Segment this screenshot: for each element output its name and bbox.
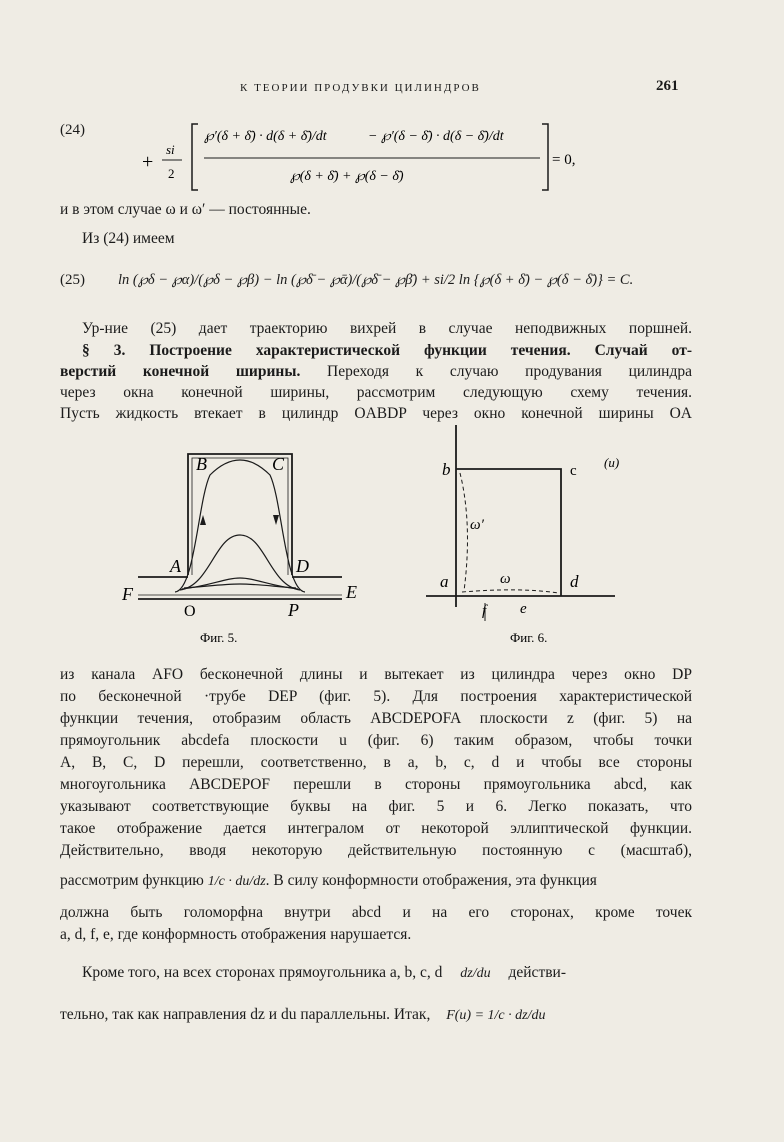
- eq25-term3: + si/2 ln {℘(δ + δ̄) − ℘(δ − δ̄)} = C.: [420, 272, 634, 288]
- eq24-rhs: = 0,: [552, 152, 576, 168]
- paragraph-line: [82, 962, 692, 984]
- paragraph-line: такое отображение дается интегралом от некоторой эллиптической функции.: [60, 820, 692, 837]
- equation-25: [118, 272, 698, 289]
- equation-24: [140, 118, 600, 198]
- fig6-label-u: (u): [604, 455, 620, 470]
- paragraph-text: Кроме того, на всех сторонах прямоугольника a, b, c, d: [82, 964, 443, 981]
- paragraph-line: [60, 1004, 692, 1026]
- paragraph-text: тельно, так как направления dz и du параллельны. Итак,: [60, 1006, 431, 1023]
- paragraph-text: Переходя к случаю продувания цилиндра: [327, 363, 692, 380]
- paragraph-line: из канала AFO бесконечной длины и вытекает из цилиндра через окно DP: [60, 666, 692, 683]
- fig6-label-a: a: [440, 572, 449, 591]
- svg-text:2: 2: [168, 166, 175, 181]
- paragraph-text: рассмотрим функцию: [60, 872, 204, 889]
- fig6-label-e: e: [520, 601, 527, 617]
- fig5-label-B: B: [196, 454, 207, 474]
- text-from-24: Из (24) имеем: [82, 230, 175, 247]
- eq25-term2: − ln (℘δ̄ − ℘ᾱ)/(℘δ̄ − ℘β̄): [262, 272, 418, 288]
- paragraph-line: [60, 361, 692, 382]
- svg-text:+: +: [142, 151, 154, 173]
- inline-formula: F(u) = 1/c · dz/du: [446, 1008, 546, 1023]
- section-heading: § 3. Построение характеристической функции течения. Случай от-: [82, 342, 692, 359]
- fig6-caption: Фиг. 6.: [510, 630, 548, 645]
- fig5-label-D: D: [296, 556, 309, 576]
- fig5-label-F: F: [122, 584, 133, 604]
- eq24-numerator-right: − ℘′(δ − δ̄) · d(δ − δ̄)/dt: [368, 129, 504, 144]
- paragraph-line: через окна конечной ширины, рассмотрим следующую схему течения.: [60, 384, 692, 401]
- paragraph-line: a, d, f, e, где конформность отображения нарушается.: [60, 926, 412, 943]
- fig6-label-c: c: [570, 463, 577, 479]
- eq24-numerator-left: ℘′(δ + δ̄) · d(δ + δ̄)/dt: [204, 129, 327, 144]
- fig6-label-d: d: [570, 572, 579, 591]
- svg-text:si: si: [166, 142, 175, 157]
- paragraph-line: Ур-ние (25) дает траекторию вихрей в случае неподвижных поршней.: [82, 320, 692, 337]
- fig5-label-O: O: [184, 603, 196, 620]
- inline-formula: 1/c · du/dz: [207, 874, 266, 889]
- fig5-label-C: C: [272, 454, 285, 474]
- fig6-label-f: f: [482, 603, 487, 619]
- paragraph-line: [60, 870, 692, 892]
- fig6-label-b: b: [442, 460, 451, 479]
- paragraph-line: прямоугольник abcdefa плоскости u (фиг. 6) таким образом, чтобы точки: [60, 732, 692, 749]
- fig6-label-omega-prime: ω′: [470, 517, 484, 533]
- inline-formula: dz/du: [460, 966, 491, 981]
- text-after-24: и в этом случае ω и ω′ — постоянные.: [60, 201, 311, 218]
- paragraph-text: действи-: [508, 964, 566, 981]
- fig5-label-E: E: [346, 582, 357, 602]
- equation-24-label: (24): [60, 122, 85, 138]
- fig6-label-omega: ω: [500, 571, 511, 587]
- paragraph-line: A, B, C, D перешли, соответственно, в a, b, c, d и чтобы все стороны: [60, 754, 692, 771]
- paragraph-line: по бесконечной ·трубе DEP (фиг. 5). Для построения характеристической: [60, 688, 692, 705]
- eq25-term1: ln (℘δ − ℘α)/(℘δ − ℘β): [118, 272, 260, 288]
- paragraph-line: Действительно, вводя некоторую действительную постоянную c (масштаб),: [60, 842, 692, 859]
- page-number: 261: [656, 78, 679, 94]
- fig5-label-A: A: [170, 556, 181, 576]
- equation-25-label: (25): [60, 272, 85, 288]
- eq24-denominator: ℘(δ + δ̄) + ℘(δ − δ̄): [290, 169, 404, 184]
- paragraph-line: функции течения, отобразим область ABCDEPOFA плоскости z (фиг. 5) на: [60, 710, 692, 727]
- paragraph-line: должна быть голоморфна внутри abcd и на его сторонах, кроме точек: [60, 904, 692, 921]
- fig5-label-P: P: [288, 600, 299, 620]
- fig5-caption: Фиг. 5.: [200, 630, 238, 645]
- paragraph-line: многоугольника ABCDEPOF перешли в стороны прямоугольника abcd, как: [60, 776, 692, 793]
- figure-6: [420, 425, 670, 650]
- running-title: К ТЕОРИИ ПРОДУВКИ ЦИЛИНДРОВ: [240, 82, 481, 94]
- paragraph-line: Пусть жидкость втекает в цилиндр OABDP через окно конечной ширины OA: [60, 405, 692, 422]
- section-heading-cont: верстий конечной ширины.: [60, 363, 301, 380]
- paragraph-line: указывают соответствующие буквы на фиг. 5 и 6. Легко показать, что: [60, 798, 692, 815]
- figure-5: [100, 440, 390, 650]
- paragraph-text: . В силу конформности отображения, эта функция: [265, 872, 597, 889]
